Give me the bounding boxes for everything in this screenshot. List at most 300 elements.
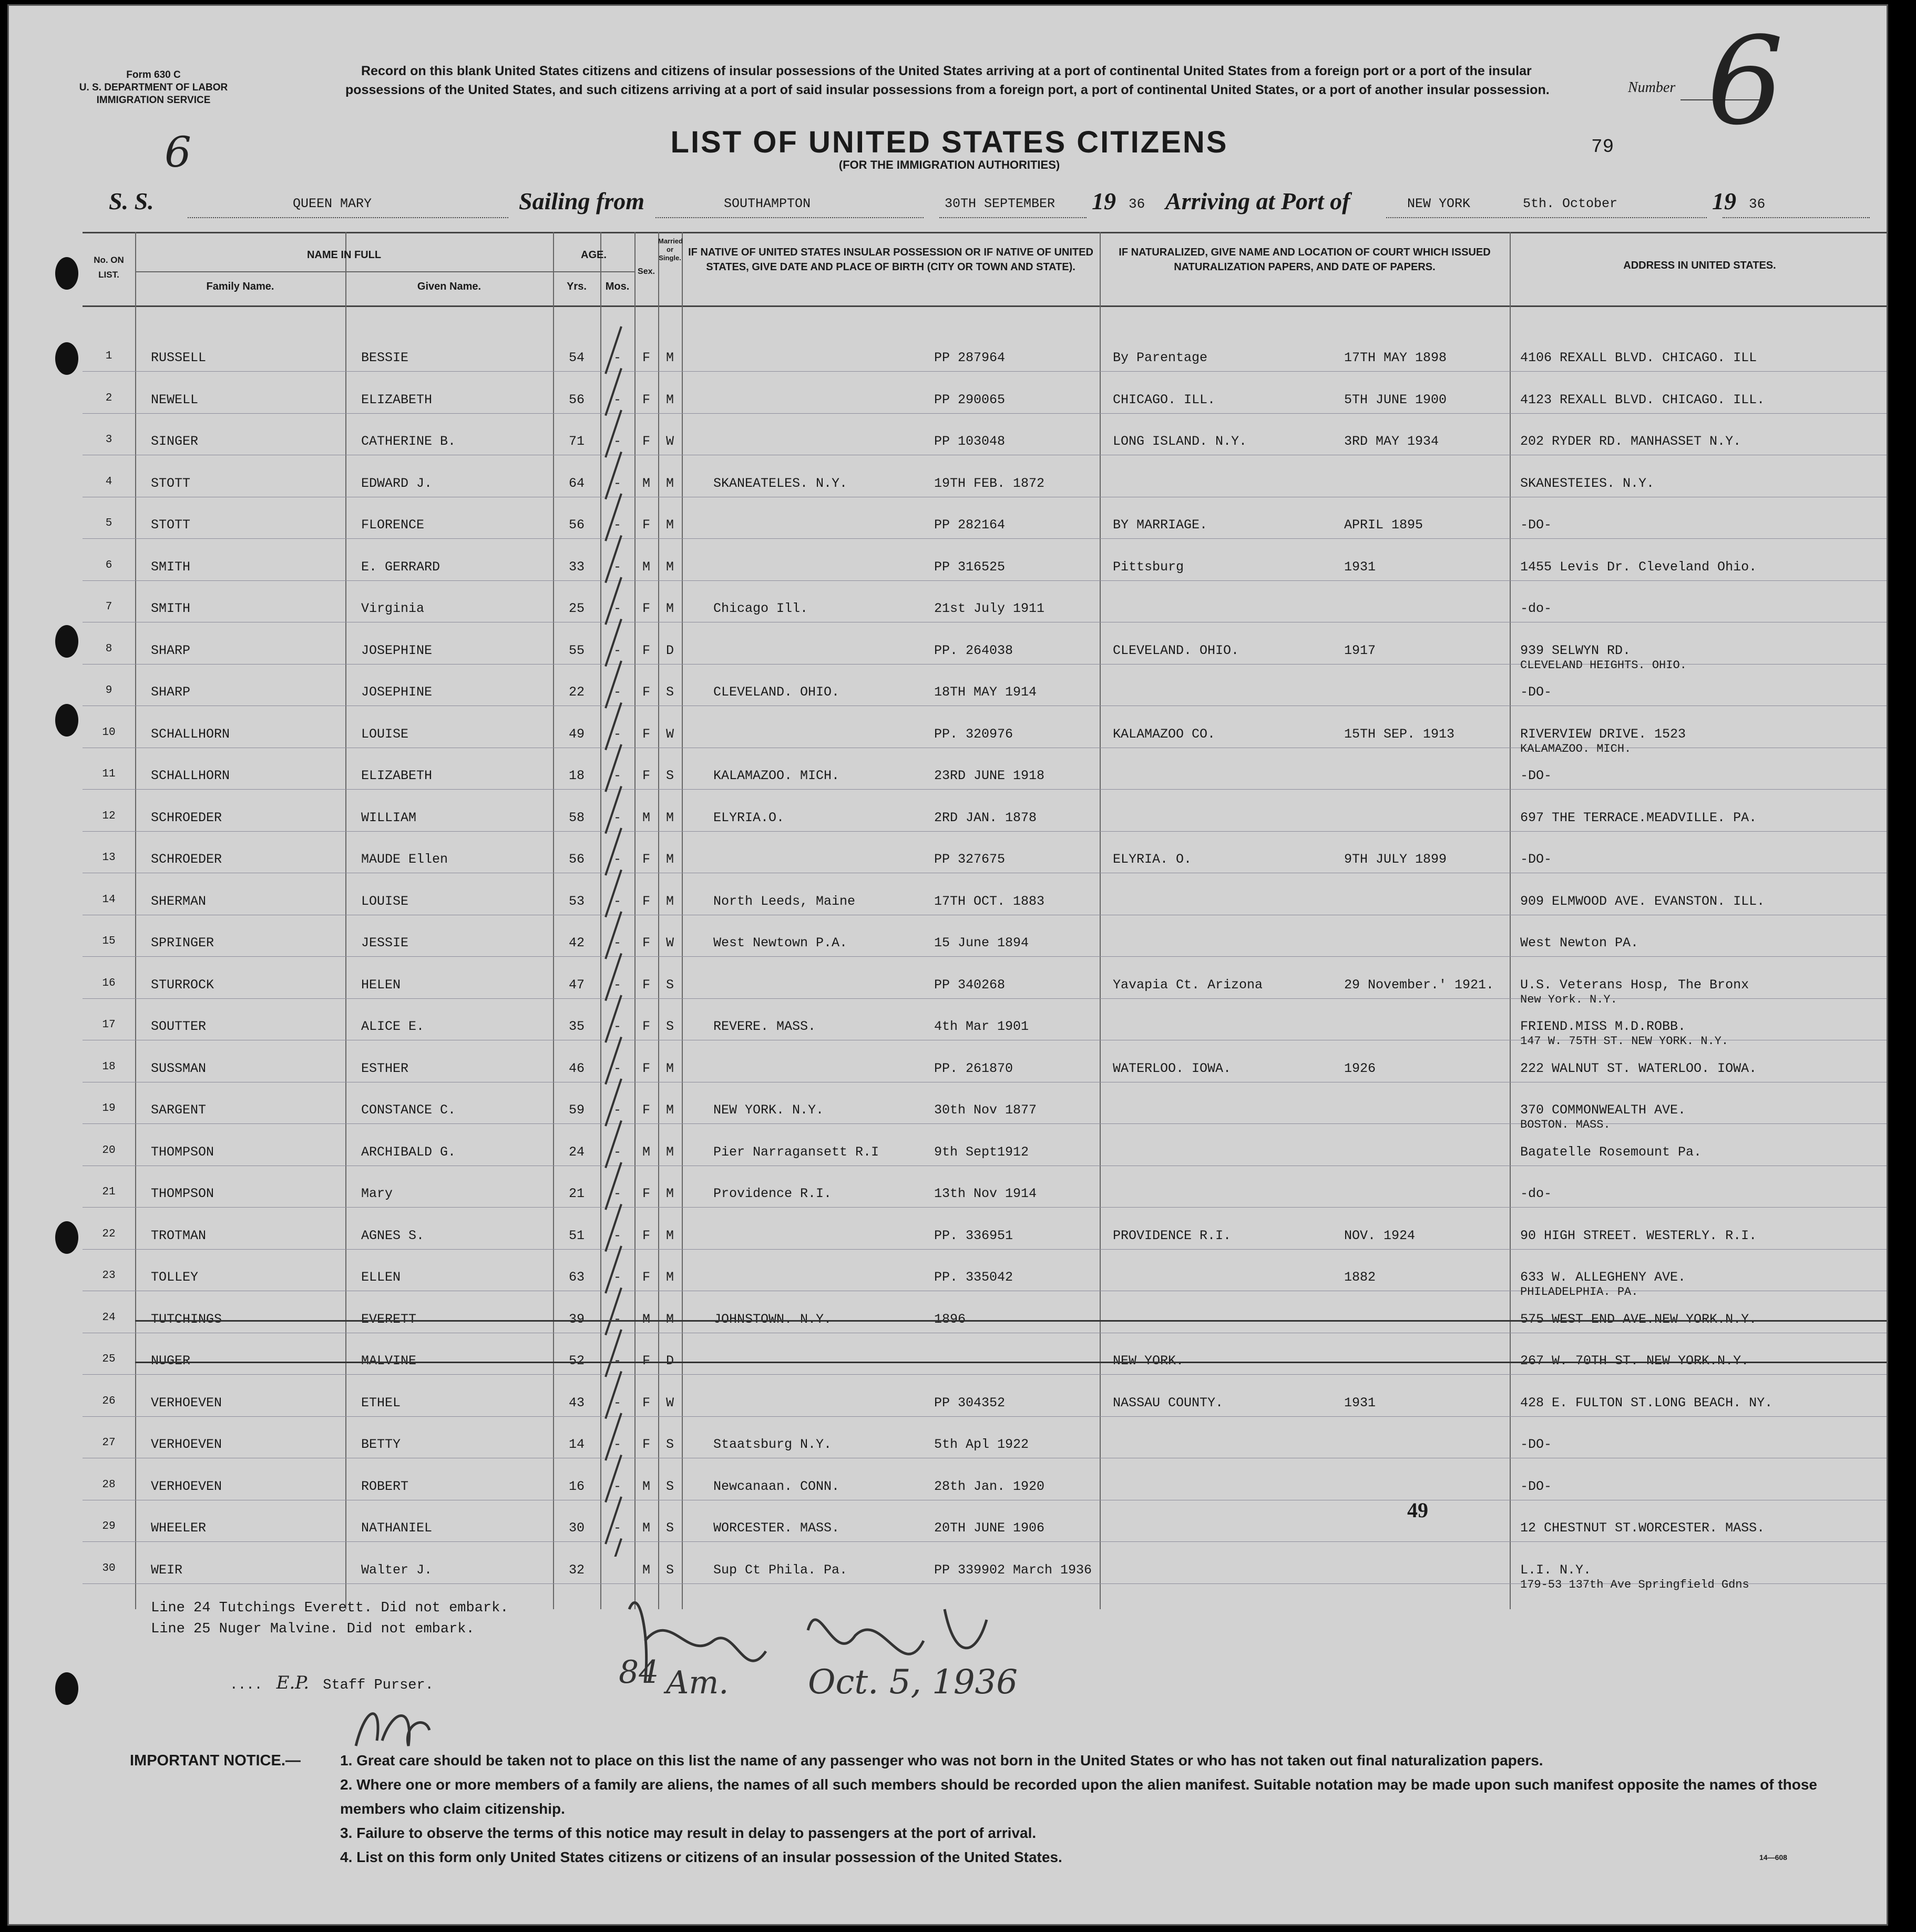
- check-mark: [606, 1079, 621, 1126]
- arrival-port: NEW YORK: [1407, 196, 1471, 211]
- row-rule: [83, 1416, 1888, 1417]
- col-header-given: Given Name.: [417, 281, 481, 292]
- cell-given: ELIZABETH: [361, 392, 433, 407]
- cell-no: 11: [102, 768, 116, 780]
- cell-sex: F: [642, 1395, 650, 1410]
- check-mark: [606, 1121, 621, 1168]
- cell-address: -DO-: [1520, 1478, 1552, 1494]
- cell-family: SPRINGER: [151, 935, 214, 950]
- cell-address: -DO-: [1520, 517, 1552, 533]
- cell-court-date: 1917: [1344, 642, 1376, 658]
- table-row: [83, 726, 1888, 755]
- cell-court-date: 1931: [1344, 559, 1376, 575]
- cell-no: 29: [102, 1520, 116, 1532]
- cell-no: 28: [102, 1478, 116, 1491]
- cell-family: SCHALLHORN: [151, 726, 230, 742]
- cell-family: THOMPSON: [151, 1144, 214, 1160]
- cell-birth-date: PP 304352: [934, 1395, 1006, 1410]
- cell-age: 56: [568, 517, 585, 533]
- purser-dots: ....: [230, 1677, 263, 1693]
- cell-address: 90 HIGH STREET. WESTERLY. R.I.: [1520, 1228, 1757, 1243]
- row-rule: [83, 1374, 1888, 1375]
- cell-court: WATERLOO. IOWA.: [1113, 1060, 1232, 1076]
- arrival-date: 5th. October: [1523, 196, 1618, 211]
- cell-given: EVERETT: [361, 1311, 417, 1327]
- cell-sex: F: [642, 1437, 650, 1452]
- cell-ms: W: [665, 726, 674, 742]
- cell-given: ROBERT: [361, 1478, 409, 1494]
- cell-address: 633 W. ALLEGHENY AVE.: [1520, 1270, 1686, 1285]
- cell-sex: F: [642, 684, 650, 700]
- cell-address: 12 CHESTNUT ST.WORCESTER. MASS.: [1520, 1520, 1765, 1536]
- cell-age: 35: [568, 1019, 585, 1034]
- cell-address: U.S. Veterans Hosp, The Bronx: [1520, 977, 1749, 993]
- col-header-family: Family Name.: [206, 281, 274, 292]
- center-number: 49: [1407, 1498, 1428, 1522]
- list-number: 6: [1707, 12, 1784, 152]
- check-mark: [606, 703, 621, 750]
- cell-given: CATHERINE B.: [361, 434, 456, 449]
- cell-no: 8: [105, 642, 112, 655]
- row-rule: [83, 1207, 1888, 1208]
- cell-mos: -: [613, 1228, 621, 1243]
- cell-birth-place: West Newtown P.A.: [713, 935, 848, 950]
- check-mark: [606, 870, 621, 917]
- table-row: [83, 894, 1888, 915]
- page-subtitle: (FOR THE IMMIGRATION AUTHORITIES): [838, 158, 1060, 171]
- col-header-native: IF NATIVE OF UNITED STATES INSULAR POSSESSION OR IF NATIVE OF UNITED STATES, GIVE DATE AND PLACE OF BIRTH (CITY OR TOWN AND STATE).: [688, 247, 1093, 273]
- cell-court-date: 29 November.' 1921.: [1344, 977, 1494, 993]
- cell-no: 16: [102, 977, 116, 989]
- punch-hole: [55, 704, 78, 737]
- cell-no: 2: [105, 392, 112, 404]
- number-label: Number: [1628, 79, 1676, 96]
- embark-notes: [151, 1598, 509, 1640]
- cell-birth-date: 18TH MAY 1914: [934, 684, 1037, 700]
- table-row: [83, 1270, 1888, 1299]
- passenger-table: [83, 232, 1888, 1609]
- cell-no: 30: [102, 1562, 116, 1575]
- table-row: [83, 392, 1888, 413]
- col-header-sex: Sex.: [638, 267, 655, 276]
- cell-age: 49: [568, 726, 585, 742]
- cell-age: 64: [568, 475, 585, 491]
- cell-mos: -: [613, 392, 621, 407]
- cell-ms: S: [665, 1437, 674, 1452]
- header-bottom-rule: [83, 305, 1888, 307]
- cell-address: 4106 REXALL BLVD. CHICAGO. ILL: [1520, 350, 1757, 365]
- cell-age: 59: [568, 1102, 585, 1118]
- cell-sex: F: [642, 935, 650, 950]
- check-mark: [606, 1204, 621, 1252]
- row-rule: [83, 1249, 1888, 1250]
- cell-no: 15: [102, 935, 116, 947]
- cell-mos: -: [613, 1186, 621, 1201]
- cell-birth-date: 2RD JAN. 1878: [934, 810, 1037, 825]
- cell-given: MALVINE: [361, 1353, 417, 1368]
- cell-no: 20: [102, 1144, 116, 1157]
- table-row: [83, 517, 1888, 538]
- cell-given: ARCHIBALD G.: [361, 1144, 456, 1160]
- department-name: U. S. DEPARTMENT OF LABOR: [79, 82, 228, 93]
- col-header-yrs: Yrs.: [567, 281, 587, 292]
- cell-family: TUTCHINGS: [151, 1311, 222, 1327]
- cell-mos: -: [613, 642, 621, 658]
- cell-birth-date: PP 287964: [934, 350, 1006, 365]
- cell-ms: M: [665, 1060, 674, 1076]
- cell-family: SCHALLHORN: [151, 768, 230, 783]
- cell-address: L.I. N.Y.: [1520, 1562, 1592, 1578]
- cell-mos: -: [613, 684, 621, 700]
- cell-ms: M: [665, 893, 674, 909]
- check-mark: [606, 1497, 621, 1544]
- cell-birth-place: KALAMAZOO. MICH.: [713, 768, 840, 783]
- cell-no: 23: [102, 1270, 116, 1282]
- cell-court-date: 5TH JUNE 1900: [1344, 392, 1447, 407]
- cell-age: 63: [568, 1270, 585, 1285]
- cell-court: ELYRIA. O.: [1113, 852, 1192, 867]
- ss-label: S. S.: [109, 188, 154, 214]
- cell-court-date: 15TH SEP. 1913: [1344, 726, 1455, 742]
- cell-address: FRIEND.MISS M.D.ROBB.: [1520, 1019, 1686, 1034]
- cell-address: 202 RYDER RD. MANHASSET N.Y.: [1520, 434, 1741, 449]
- table-row: [83, 684, 1888, 706]
- cell-court-date: 3RD MAY 1934: [1344, 434, 1439, 449]
- check-mark: [606, 326, 621, 374]
- check-mark: [606, 536, 621, 583]
- cell-birth-date: PP. 335042: [934, 1270, 1013, 1285]
- cell-age: 53: [568, 893, 585, 909]
- table-row: [83, 1102, 1888, 1131]
- notice-item-2: 2. Where one or more members of a family are aliens, the names of all such members should be recorded upon the alien manifest. Suitable notation may be made upon such manifest opposite the names of those members who claim citizenship.: [340, 1776, 1817, 1817]
- cell-given: JESSIE: [361, 935, 409, 950]
- cell-ms: S: [665, 977, 674, 993]
- cell-given: LOUISE: [361, 726, 409, 742]
- table-row: [83, 935, 1888, 956]
- punch-hole: [55, 1221, 78, 1254]
- cell-ms: M: [665, 475, 674, 491]
- cell-birth-date: 23RD JUNE 1918: [934, 768, 1045, 783]
- cell-given: Virginia: [361, 601, 425, 616]
- cell-court-date: 1926: [1344, 1060, 1376, 1076]
- form-number: Form 630 C: [126, 69, 181, 80]
- cell-family: SCHROEDER: [151, 810, 222, 825]
- check-mark: [606, 1246, 621, 1293]
- cell-birth-place: Newcanaan. CONN.: [713, 1478, 840, 1494]
- check-mark: [606, 1162, 621, 1210]
- cell-sex: F: [642, 642, 650, 658]
- punch-hole: [55, 625, 78, 658]
- cell-family: STOTT: [151, 517, 191, 533]
- check-mark: [606, 494, 621, 541]
- cell-birth-place: SKANEATELES. N.Y.: [713, 475, 848, 491]
- cell-no: 17: [102, 1019, 116, 1031]
- cell-sex: F: [642, 1270, 650, 1285]
- cell-no: 5: [105, 517, 112, 529]
- cell-ms: M: [665, 392, 674, 407]
- cell-address: -DO-: [1520, 1437, 1552, 1452]
- row-rule: [83, 831, 1888, 832]
- row-rule: [83, 1123, 1888, 1124]
- cell-given: NATHANIEL: [361, 1520, 433, 1536]
- cell-court: PROVIDENCE R.I.: [1113, 1228, 1232, 1243]
- cell-birth-date: 19TH FEB. 1872: [934, 475, 1045, 491]
- cell-court: KALAMAZOO CO.: [1113, 726, 1216, 742]
- cell-age: 16: [568, 1478, 585, 1494]
- notice-item-4: 4. List on this form only United States citizens or citizens of an insular possession of the United States.: [340, 1849, 1062, 1865]
- notice-label: IMPORTANT NOTICE.—: [130, 1752, 301, 1769]
- cell-age: 32: [568, 1562, 585, 1578]
- row-rule: [83, 371, 1888, 372]
- cell-birth-place: REVERE. MASS.: [713, 1019, 816, 1034]
- cell-family: SUSSMAN: [151, 1060, 207, 1076]
- cell-given: CONSTANCE C.: [361, 1102, 456, 1118]
- col-header-no: No. ON LIST.: [94, 255, 124, 280]
- cell-age: 56: [568, 852, 585, 867]
- arriving-label: Arriving at Port of: [1165, 188, 1350, 214]
- cell-birth-date: 30th Nov 1877: [934, 1102, 1037, 1118]
- cell-age: 56: [568, 392, 585, 407]
- cell-mos: -: [613, 1270, 621, 1285]
- table-row: [83, 1395, 1888, 1416]
- cell-birth-place: JOHNSTOWN. N.Y.: [713, 1311, 832, 1327]
- cell-no: 27: [102, 1437, 116, 1449]
- cell-ms: M: [665, 350, 674, 365]
- cell-given: Walter J.: [361, 1562, 433, 1578]
- cell-sex: M: [642, 1144, 650, 1160]
- col-header-naturalized: IF NATURALIZED, GIVE NAME AND LOCATION OF COURT WHICH ISSUED NATURALIZATION PAPERS, AND DATE OF PAPERS.: [1119, 247, 1491, 273]
- cell-family: VERHOEVEN: [151, 1437, 222, 1452]
- cell-birth-place: Chicago Ill.: [713, 601, 808, 616]
- cell-birth-date: 4th Mar 1901: [934, 1019, 1029, 1034]
- check-mark: [606, 369, 621, 416]
- cell-family: VERHOEVEN: [151, 1478, 222, 1494]
- cell-ms: S: [665, 1019, 674, 1034]
- check-mark: [606, 828, 621, 875]
- handwritten-mark: 6: [165, 128, 191, 177]
- cell-sex: F: [642, 1102, 650, 1118]
- cell-address-line2: KALAMAZOO. MICH.: [1520, 742, 1632, 755]
- punch-hole: [55, 342, 78, 375]
- col-header-name: NAME IN FULL: [306, 249, 382, 261]
- col-header-age: AGE.: [581, 249, 607, 261]
- cell-age: 30: [568, 1520, 585, 1536]
- cell-given: ELLEN: [361, 1270, 401, 1285]
- manifest-sheet: [7, 4, 1888, 1926]
- cell-court-date: 1931: [1344, 1395, 1376, 1410]
- cell-age: 43: [568, 1395, 585, 1410]
- service-name: IMMIGRATION SERVICE: [96, 95, 211, 106]
- cell-birth-date: 28th Jan. 1920: [934, 1478, 1045, 1494]
- sailing-year: 36: [1129, 196, 1145, 212]
- cell-court: Yavapia Ct. Arizona: [1113, 977, 1263, 993]
- check-mark: [606, 954, 621, 1001]
- table-row: [83, 559, 1888, 580]
- sailing-date: 30TH SEPTEMBER: [945, 196, 1056, 211]
- cell-court: BY MARRIAGE.: [1113, 517, 1208, 533]
- cell-birth-place: Providence R.I.: [713, 1186, 832, 1201]
- cell-no: 22: [102, 1228, 116, 1240]
- cell-address: West Newton PA.: [1520, 935, 1639, 950]
- cell-mos: -: [613, 1102, 621, 1118]
- cell-given: ALICE E.: [361, 1019, 425, 1034]
- cell-court-date: NOV. 1924: [1344, 1228, 1416, 1243]
- cell-ms: S: [665, 1520, 674, 1536]
- check-mark: [606, 577, 621, 625]
- cell-address: 267 W. 70TH ST. NEW YORK.N.Y.: [1520, 1353, 1749, 1368]
- cell-birth-date: PP 103048: [934, 434, 1006, 449]
- cell-sex: F: [642, 1228, 650, 1243]
- cell-sex: F: [642, 726, 650, 742]
- table-row: [83, 1144, 1888, 1166]
- cell-age: 25: [568, 601, 585, 616]
- cell-family: WHEELER: [151, 1520, 207, 1536]
- cell-address-line2: PHILADELPHIA. PA.: [1520, 1285, 1638, 1299]
- cell-address: SKANESTEIES. N.Y.: [1520, 475, 1655, 491]
- ship-name: QUEEN MARY: [293, 196, 372, 211]
- cell-birth-place: CLEVELAND. OHIO.: [713, 684, 840, 700]
- row-rule: [83, 538, 1888, 539]
- cell-no: 4: [105, 475, 112, 488]
- cell-birth-place: Sup Ct Phila. Pa.: [713, 1562, 848, 1578]
- cell-given: FLORENCE: [361, 517, 425, 533]
- cell-age: 51: [568, 1228, 585, 1243]
- cell-family: SMITH: [151, 559, 191, 575]
- cell-family: WEIR: [151, 1562, 183, 1578]
- cell-sex: F: [642, 392, 650, 407]
- cell-sex: M: [642, 1520, 650, 1536]
- cell-birth-date: PP 316525: [934, 559, 1006, 575]
- cell-sex: F: [642, 434, 650, 449]
- cell-birth-date: PP 327675: [934, 852, 1006, 867]
- intro-text: Record on this blank United States citizens and citizens of insular possessions of the United States arriving at a port of continental United States from a foreign port or a port of the insular possessions of the United States, and such citizens arriving at a port of said insular possessions from a foreign port, a port of continental United States, or a port of another insular possession.: [345, 64, 1550, 97]
- cell-mos: -: [613, 852, 621, 867]
- cell-address: 697 THE TERRACE.MEADVILLE. PA.: [1520, 810, 1757, 825]
- cell-given: JOSEPHINE: [361, 642, 433, 658]
- row-rule: [83, 413, 1888, 414]
- cell-age: 39: [568, 1311, 585, 1327]
- cell-ms: W: [665, 935, 674, 950]
- cell-address: Bagatelle Rosemount Pa.: [1520, 1144, 1702, 1160]
- cell-ms: M: [665, 1311, 674, 1327]
- cell-mos: -: [613, 893, 621, 909]
- cell-family: SARGENT: [151, 1102, 207, 1118]
- cell-mos: -: [613, 601, 621, 616]
- cell-family: NUGER: [151, 1353, 191, 1368]
- stamp-number: 79: [1591, 136, 1614, 158]
- table-row: [83, 1520, 1888, 1541]
- cell-sex: F: [642, 601, 650, 616]
- check-mark: [606, 995, 621, 1042]
- cell-birth-date: 15 June 1894: [934, 935, 1029, 950]
- cell-given: AGNES S.: [361, 1228, 425, 1243]
- table-row: [83, 1228, 1888, 1249]
- cell-birth-date: PP 340268: [934, 977, 1006, 993]
- cell-ms: M: [665, 1102, 674, 1118]
- sailing-from: SOUTHAMPTON: [724, 196, 811, 211]
- cell-court-date: 17TH MAY 1898: [1344, 350, 1447, 365]
- cell-age: 18: [568, 768, 585, 783]
- check-mark: [606, 1455, 621, 1502]
- cell-no: 26: [102, 1395, 116, 1407]
- table-row: [83, 1479, 1888, 1500]
- cell-age: 55: [568, 642, 585, 658]
- cell-address: 1455 Levis Dr. Cleveland Ohio.: [1520, 559, 1757, 575]
- cell-sex: F: [642, 350, 650, 365]
- inspector-signature: [608, 1578, 1102, 1746]
- cell-no: 13: [102, 852, 116, 864]
- cell-address: 575 WEST END AVE.NEW YORK.N.Y.: [1520, 1311, 1757, 1327]
- initials-mark: [345, 1693, 440, 1756]
- cell-family: TROTMAN: [151, 1228, 207, 1243]
- cell-court: NASSAU COUNTY.: [1113, 1395, 1224, 1410]
- cell-sex: F: [642, 1019, 650, 1034]
- check-mark: [606, 410, 621, 457]
- cell-given: LOUISE: [361, 893, 409, 909]
- name-subrule: [135, 271, 553, 272]
- cell-mos: -: [613, 517, 621, 533]
- svg-text:84: 84: [619, 1654, 659, 1691]
- cell-given: Mary: [361, 1186, 393, 1201]
- cell-mos: -: [613, 768, 621, 783]
- signature-date: Oct. 5, 1936: [808, 1663, 1018, 1702]
- cell-court: CHICAGO. ILL.: [1113, 392, 1216, 407]
- cell-birth-date: 13th Nov 1914: [934, 1186, 1037, 1201]
- purser-line: [230, 1672, 434, 1693]
- cell-ms: M: [665, 601, 674, 616]
- cell-address: -do-: [1520, 1186, 1552, 1201]
- table-row: [83, 601, 1888, 622]
- table-row: [83, 476, 1888, 497]
- page-title: LIST OF UNITED STATES CITIZENS: [670, 125, 1228, 159]
- form-identifier: [72, 69, 235, 107]
- row-rule: [83, 1541, 1888, 1542]
- cell-sex: M: [642, 1562, 650, 1578]
- cell-no: 12: [102, 810, 116, 822]
- cell-age: 54: [568, 350, 585, 365]
- cell-ms: W: [665, 1395, 674, 1410]
- cell-family: THOMPSON: [151, 1186, 214, 1201]
- cell-given: EDWARD J.: [361, 475, 433, 491]
- cell-mos: -: [613, 1311, 621, 1327]
- arrival-date-line: [1723, 196, 1870, 218]
- cell-family: SHARP: [151, 684, 191, 700]
- cell-address: 428 E. FULTON ST.LONG BEACH. NY.: [1520, 1395, 1773, 1410]
- cell-ms: M: [665, 1270, 674, 1285]
- cell-family: SHERMAN: [151, 893, 207, 909]
- cell-birth-place: ELYRIA.O.: [713, 810, 785, 825]
- cell-ms: M: [665, 1144, 674, 1160]
- cell-court: LONG ISLAND. N.Y.: [1113, 434, 1247, 449]
- cell-mos: -: [613, 810, 621, 825]
- cell-given: JOSEPHINE: [361, 684, 433, 700]
- cell-address-line2: BOSTON. MASS.: [1520, 1118, 1611, 1131]
- table-row: [83, 977, 1888, 1006]
- cell-sex: F: [642, 977, 650, 993]
- cell-no: 14: [102, 893, 116, 906]
- cell-family: STURROCK: [151, 977, 214, 993]
- cell-court: NEW YORK.: [1113, 1353, 1184, 1368]
- table-row: [83, 1312, 1888, 1333]
- cell-age: 14: [568, 1437, 585, 1452]
- cell-address-line2: 179-53 137th Ave Springfield Gdns: [1520, 1578, 1749, 1591]
- cell-sex: F: [642, 852, 650, 867]
- notice-item-1: 1. Great care should be taken not to place on this list the name of any passenger who was not born in the United States or who has not taken out final naturalization papers.: [340, 1752, 1543, 1769]
- cell-mos: -: [613, 935, 621, 950]
- cell-family: SINGER: [151, 434, 199, 449]
- check-mark: [606, 1330, 621, 1377]
- cell-ms: M: [665, 559, 674, 575]
